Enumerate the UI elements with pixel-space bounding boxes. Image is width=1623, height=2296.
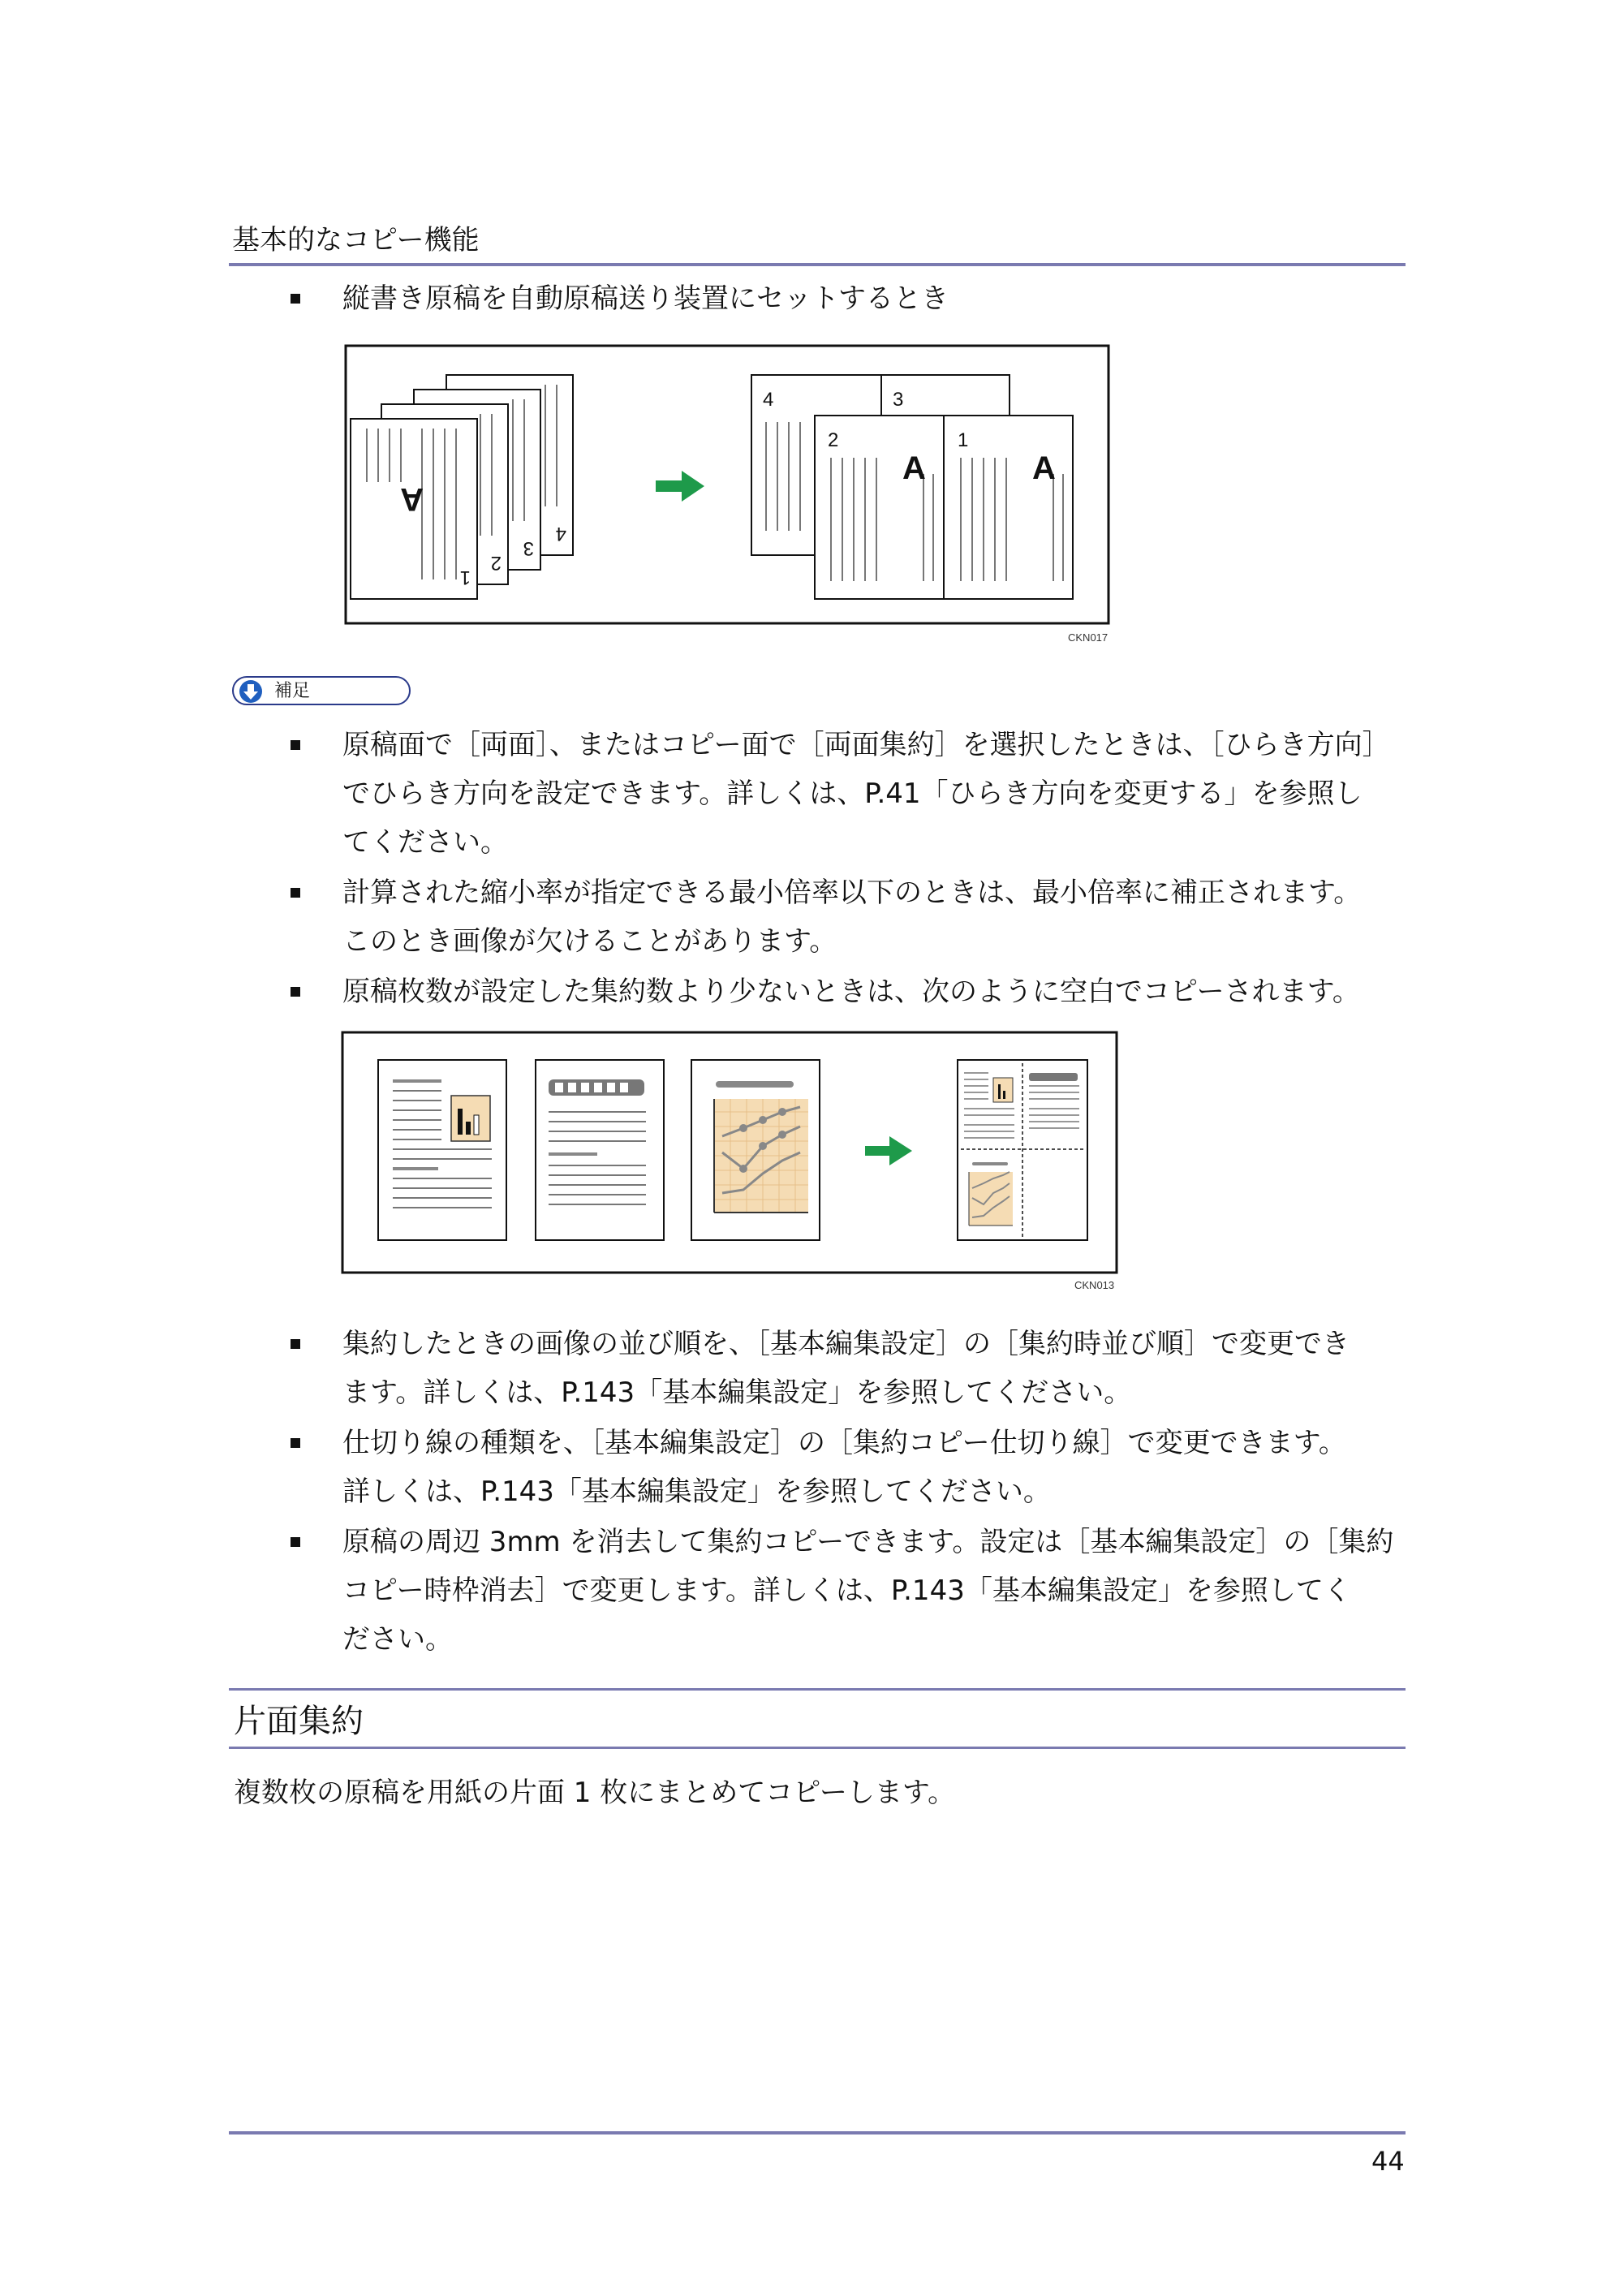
figure-ckn017 <box>344 344 1112 649</box>
page-number-4-rotated: 4 <box>555 523 566 545</box>
bullet-marker <box>291 1537 300 1547</box>
note-line: ます。詳しくは、P.143「基本編集設定」を参照してください。 <box>342 1376 1132 1409</box>
footer-rule <box>229 2131 1406 2134</box>
bullet-text: 縦書き原稿を自動原稿送り装置にセットするとき <box>342 282 949 315</box>
note-line: 計算された縮小率が指定できる最小倍率以下のときは、最小倍率に補正されます。 <box>342 877 1362 909</box>
note-line: 原稿面で［両面］、またはコピー面で［両面集約］を選択したときは、［ひらき方向］ <box>342 729 1390 761</box>
note-line: 集約したときの画像の並び順を、［基本編集設定］の［集約時並び順］で変更でき <box>342 1328 1350 1360</box>
figure-code: CKN017 <box>1068 631 1109 644</box>
figure-ckn013 <box>341 1031 1120 1295</box>
section-intro: 複数枚の原稿を用紙の片面 1 枚にまとめてコピーします。 <box>234 1777 956 1809</box>
letter-a-right: A <box>1032 450 1056 486</box>
page-number-3: 3 <box>893 389 904 411</box>
bullet-marker <box>291 1339 300 1349</box>
note-line: 詳しくは、P.143「基本編集設定」を参照してください。 <box>342 1475 1051 1508</box>
note-line: でひらき方向を設定できます。詳しくは、P.41「ひらき方向を変更する」を参照し <box>342 778 1363 810</box>
page-number-2: 2 <box>828 429 839 451</box>
note-label: 補足 <box>274 681 311 701</box>
note-line: 原稿の周辺 3mm を消去して集約コピーできます。設定は［基本編集設定］の［集約 <box>342 1526 1394 1558</box>
bullet-marker <box>291 987 300 997</box>
section-title: 片面集約 <box>234 1703 364 1740</box>
header-rule <box>229 263 1406 266</box>
page-number-3-rotated: 3 <box>523 537 534 559</box>
note-line: ださい。 <box>342 1623 453 1656</box>
page-number-4: 4 <box>763 389 774 411</box>
bullet-marker <box>291 740 300 750</box>
page-number-1: 1 <box>958 429 969 451</box>
letter-a-rotated: A <box>400 481 424 517</box>
letter-a-left: A <box>902 450 926 486</box>
section-rule-top <box>229 1688 1406 1691</box>
section-rule-bottom <box>229 1747 1406 1749</box>
down-arrow-icon <box>239 679 263 704</box>
note-badge <box>232 676 411 705</box>
note-line: コピー時枠消去］で変更します。詳しくは、P.143「基本編集設定」を参照してく <box>342 1574 1351 1607</box>
page-number-2-rotated: 2 <box>490 552 502 574</box>
page-number-1-rotated: 1 <box>459 566 471 588</box>
stacked-originals <box>351 375 573 599</box>
note-line: 仕切り線の種類を、［基本編集設定］の［集約コピー仕切り線］で変更できます。 <box>342 1427 1346 1459</box>
running-header-title: 基本的なコピー機能 <box>232 224 480 256</box>
note-line: 原稿枚数が設定した集約数より少ないときは、次のように空白でコピーされます。 <box>342 976 1360 1008</box>
page-number: 44 <box>1371 2146 1405 2177</box>
figure-code-2: CKN013 <box>1074 1279 1115 1291</box>
bullet-marker <box>291 1438 300 1448</box>
note-line: てください。 <box>342 826 508 859</box>
bullet-marker <box>291 294 300 304</box>
note-line: このとき画像が欠けることがあります。 <box>342 925 837 958</box>
bullet-marker <box>291 888 300 898</box>
